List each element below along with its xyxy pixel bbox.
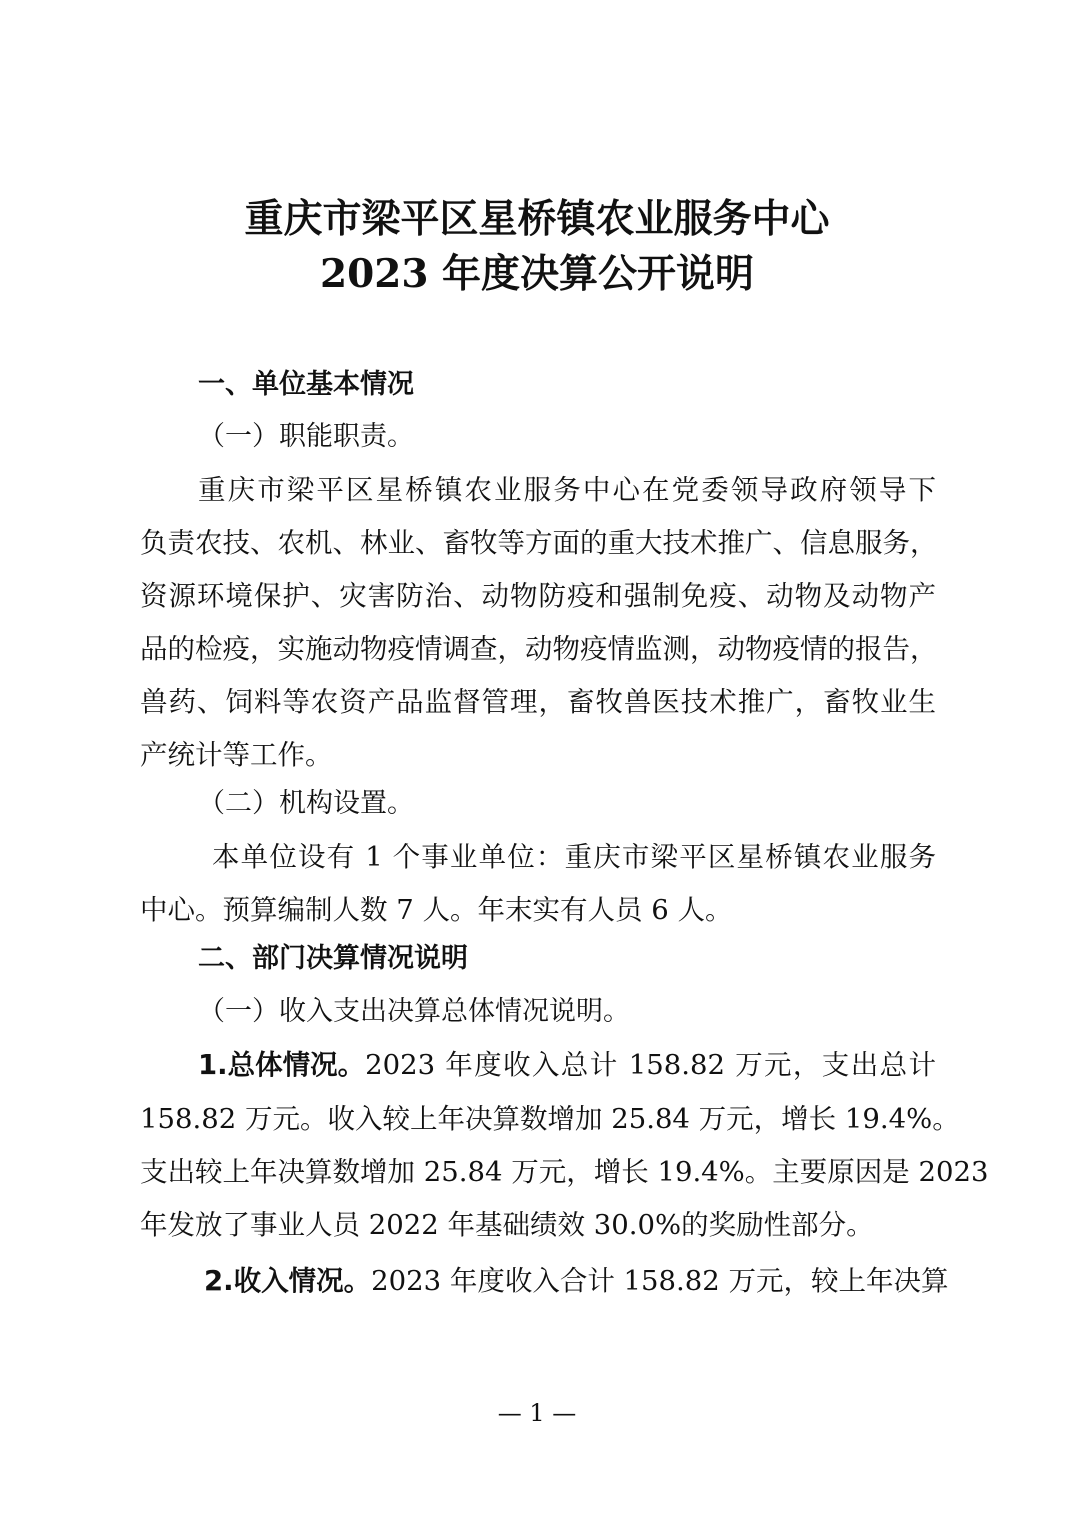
paragraph-line: 产统计等工作。 bbox=[140, 739, 333, 771]
paragraph-line: 重庆市梁平区星桥镇农业服务中心在党委领导政府领导下 bbox=[198, 474, 936, 506]
subsection-heading-organization: （二）机构设置。 bbox=[198, 788, 414, 819]
paragraph-line: 158.82 万元。收入较上年决算数增加 25.84 万元，增长 19.4%。 bbox=[140, 1103, 960, 1135]
paragraph-line: 本单位设有 1 个事业单位：重庆市梁平区星桥镇农业服务 bbox=[212, 841, 936, 873]
subsection-heading-functions: （一）职能职责。 bbox=[198, 421, 414, 452]
paragraph-line: 支出较上年决算数增加 25.84 万元，增长 19.4%。主要原因是 2023 bbox=[140, 1156, 989, 1188]
paragraph-line: 年发放了事业人员 2022 年基础绩效 30.0%的奖励性部分。 bbox=[140, 1209, 874, 1241]
subsection-heading-income-expense: （一）收入支出决算总体情况说明。 bbox=[198, 996, 630, 1027]
paragraph-lead-overall: 1.总体情况。 bbox=[198, 1049, 366, 1081]
paragraph-line: 负责农技、农机、林业、畜牧等方面的重大技术推广、信息服务， bbox=[140, 527, 938, 559]
paragraph-line: 品的检疫，实施动物疫情调查，动物疫情监测，动物疫情的报告， bbox=[140, 633, 938, 665]
paragraph-line: 中心。预算编制人数 7 人。年末实有人员 6 人。 bbox=[140, 894, 733, 926]
paragraph-lead-income: 2.收入情况。 bbox=[204, 1265, 372, 1297]
paragraph-line-overall bbox=[198, 1047, 936, 1083]
page-number: — 1 — bbox=[497, 1399, 577, 1427]
paragraph-line: 资源环境保护、灾害防治、动物防疫和强制免疫、动物及动物产 bbox=[140, 580, 936, 612]
document-title-line-1: 重庆市梁平区星桥镇农业服务中心 bbox=[244, 196, 830, 242]
document-title-line-2: 2023 年度决算公开说明 bbox=[319, 251, 755, 297]
paragraph-line-text: 2023 年度收入总计 158.82 万元，支出总计 bbox=[365, 1049, 936, 1081]
paragraph-line: 兽药、饲料等农资产品监督管理，畜牧兽医技术推广，畜牧业生 bbox=[140, 686, 936, 718]
section-heading-final-accounts: 二、部门决算情况说明 bbox=[198, 943, 468, 974]
paragraph-line-text: 2023 年度收入合计 158.82 万元，较上年决算 bbox=[371, 1265, 949, 1297]
section-heading-basic-info: 一、单位基本情况 bbox=[198, 369, 414, 400]
paragraph-line-income bbox=[204, 1263, 949, 1299]
